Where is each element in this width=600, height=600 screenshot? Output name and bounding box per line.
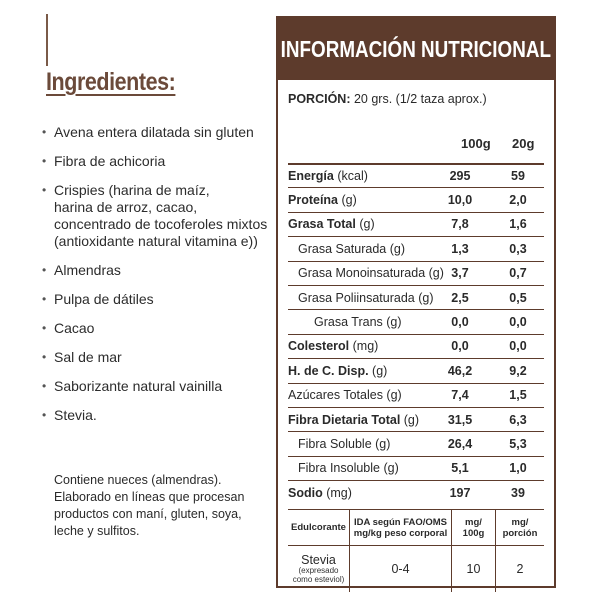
- row-value-100g: 0,0: [451, 339, 469, 354]
- ingredient-item: [42, 153, 270, 170]
- row-name: Grasa Total: [288, 217, 356, 232]
- row-value-100g: 7,8: [451, 217, 469, 232]
- per-100g-header: mg/ 100g: [452, 510, 496, 545]
- row-name: Colesterol: [288, 339, 350, 354]
- row-value-20g: 5,3: [509, 436, 527, 451]
- row-name: H. de C. Disp.: [288, 363, 369, 378]
- row-name: Energía: [288, 169, 334, 184]
- table-row: [288, 480, 544, 504]
- table-row: [288, 407, 544, 431]
- nutrition-rows: [288, 163, 544, 504]
- row-value-20g: 39: [511, 485, 525, 500]
- row-value-20g: 2,0: [509, 193, 527, 208]
- per-100g-value: 10: [452, 546, 496, 592]
- portion-value: 20 grs. (1/2 taza aprox.): [350, 92, 487, 106]
- row-name: Grasa Saturada (g): [298, 241, 405, 256]
- row-value-100g: 1,3: [451, 241, 469, 256]
- ingredient-item: [42, 407, 270, 424]
- portion-info: [288, 92, 487, 106]
- ingredients-title: Ingredientes:: [46, 68, 176, 96]
- row-value-100g: 10,0: [447, 193, 473, 208]
- ingredient-text: • Saborizante natural vainilla: [54, 378, 223, 394]
- ingredients-list: [42, 124, 270, 436]
- ingredient-item: [42, 262, 270, 279]
- row-value-100g: 3,7: [451, 266, 469, 281]
- ida-value: 0-4: [350, 546, 452, 592]
- row-value-100g: 31,5: [447, 412, 473, 427]
- ida-header: IDA según FAO/OMS mg/kg peso corporal: [350, 510, 452, 545]
- row-name: Fibra Dietaria Total: [288, 412, 401, 427]
- row-unit: (g): [400, 412, 420, 427]
- sweetener-header-row: [288, 510, 544, 546]
- ingredient-text: • Sal de mar: [54, 349, 122, 365]
- ingredient-item: [42, 182, 270, 250]
- ingredient-text: • Crispies (harina de maíz, harina de arroz, cacao, concentrado de tocoferoles mixtos (antioxidante natural vitamina e)): [54, 182, 268, 249]
- ingredient-text: • Fibra de achicoria: [54, 153, 166, 169]
- row-name: Grasa Poliinsaturada (g): [298, 290, 434, 305]
- sweetener-name-cell: [288, 546, 350, 592]
- table-row: [288, 358, 544, 382]
- row-unit: (g): [355, 217, 375, 232]
- portion-label: PORCIÓN:: [288, 92, 351, 106]
- table-row: [288, 212, 544, 236]
- row-value-100g: 2,5: [451, 290, 469, 305]
- ingredient-text: • Cacao: [54, 320, 95, 336]
- decorative-divider: [46, 14, 48, 66]
- row-value-20g: 59: [511, 169, 525, 184]
- ingredient-text: • Avena entera dilatada sin gluten: [54, 124, 254, 140]
- table-row: [288, 309, 544, 333]
- sweetener-table: [288, 509, 544, 592]
- table-row: [288, 261, 544, 285]
- ingredient-item: [42, 124, 270, 141]
- table-row: [288, 236, 544, 260]
- row-value-20g: 0,5: [509, 290, 527, 305]
- nutrition-header: [278, 18, 554, 80]
- row-name: Proteína: [288, 193, 339, 208]
- row-value-20g: 0,3: [509, 241, 527, 256]
- row-value-100g: 197: [449, 485, 471, 500]
- row-name: Grasa Trans (g): [314, 315, 402, 330]
- table-row: [288, 285, 544, 309]
- table-row: [288, 383, 544, 407]
- column-header-100g: 100g: [461, 136, 491, 151]
- column-header-20g: 20g: [512, 136, 535, 151]
- row-value-20g: 0,7: [509, 266, 527, 281]
- nutrition-label: [276, 16, 556, 588]
- ingredient-text: • Almendras: [54, 262, 121, 278]
- table-row: [288, 431, 544, 455]
- ingredient-item: [42, 378, 270, 395]
- table-row: [288, 456, 544, 480]
- row-value-100g: 5,1: [451, 461, 469, 476]
- row-value-100g: 7,4: [451, 388, 469, 403]
- row-value-100g: 46,2: [447, 363, 473, 378]
- sweetener-header: Edulcorante: [288, 510, 350, 545]
- ingredient-item: [42, 349, 270, 366]
- per-portion-header: mg/ porción: [502, 516, 538, 539]
- row-value-20g: 1,5: [509, 388, 527, 403]
- row-value-20g: 0,0: [509, 315, 527, 330]
- row-value-20g: 1,6: [509, 217, 527, 232]
- row-value-20g: 1,0: [509, 461, 527, 476]
- row-value-100g: 0,0: [451, 315, 469, 330]
- row-name: Grasa Monoinsaturada (g): [298, 266, 444, 281]
- sweetener-name: Stevia: [301, 552, 336, 567]
- row-value-100g: 295: [449, 169, 471, 184]
- sweetener-row: [288, 546, 544, 592]
- row-unit: (g): [368, 363, 388, 378]
- row-value-20g: 0,0: [509, 339, 527, 354]
- ingredient-text: • Pulpa de dátiles: [54, 291, 154, 307]
- ingredient-text: • Stevia.: [54, 407, 97, 423]
- row-name: Fibra Soluble (g): [298, 436, 391, 451]
- row-value-20g: 9,2: [509, 363, 527, 378]
- row-name: Fibra Insoluble (g): [298, 461, 399, 476]
- row-unit: (mg): [349, 339, 379, 354]
- nutrition-title: INFORMACIÓN NUTRICIONAL: [280, 35, 552, 62]
- table-row: [288, 187, 544, 211]
- per-portion-value: 2: [516, 561, 524, 576]
- ingredient-item: [42, 320, 270, 337]
- ingredient-item: [42, 291, 270, 308]
- sweetener-note: (expresado como esteviol): [292, 565, 345, 584]
- row-unit: (kcal): [333, 169, 368, 184]
- row-unit: (mg): [322, 485, 352, 500]
- allergen-note: Contiene nueces (almendras). Elaborado en líneas que procesan productos con maní, gluten, soya, leche y sulfitos.: [54, 473, 245, 538]
- table-row: [288, 163, 544, 187]
- table-row: [288, 334, 544, 358]
- row-name: Azúcares Totales (g): [288, 388, 402, 403]
- row-value-20g: 6,3: [509, 412, 527, 427]
- row-unit: (g): [338, 193, 357, 208]
- row-name: Sodio: [288, 485, 323, 500]
- row-value-100g: 26,4: [447, 436, 473, 451]
